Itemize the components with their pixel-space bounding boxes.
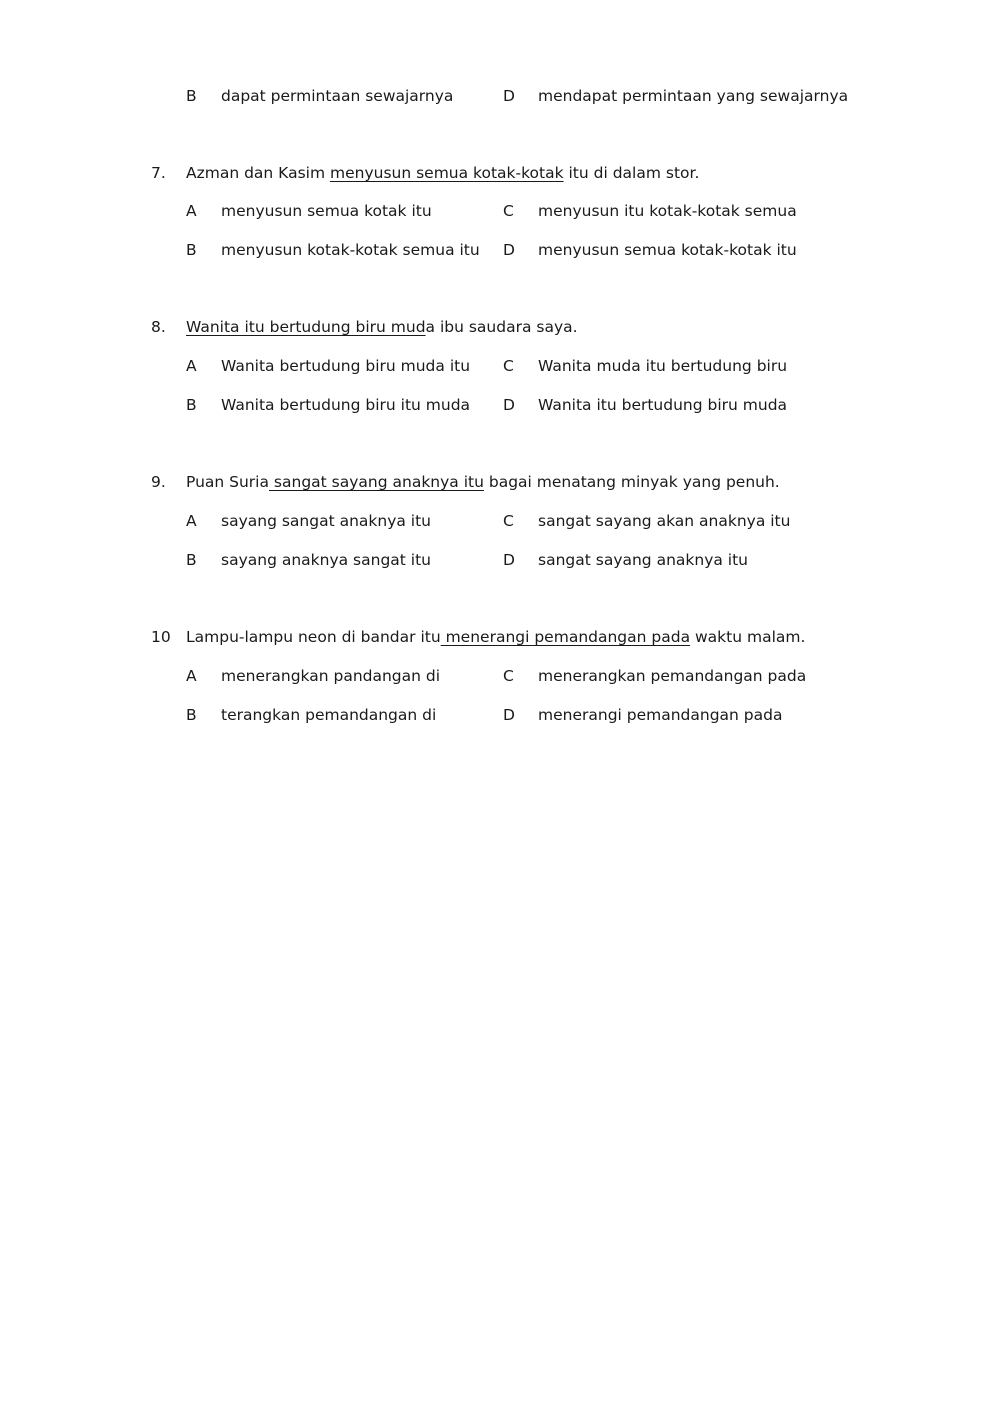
option-letter: B (186, 551, 197, 569)
option-letter: B (186, 396, 197, 414)
option-text: dapat permintaan sewajarnya (221, 87, 454, 105)
option-text: sangat sayang anaknya itu (538, 551, 748, 569)
underlined-phrase: menyusun semua kotak-kotak (329, 164, 564, 182)
option-letter: A (186, 357, 197, 375)
option-text: terangkan pemandangan di (221, 706, 437, 724)
option-letter: C (503, 357, 514, 375)
option-letter: A (186, 512, 197, 530)
underlined-phrase: sangat sayang anaknya itu (269, 473, 484, 491)
question-text: Puan Suria sangat sayang anaknya itu bagai menatang minyak yang penuh. (186, 473, 780, 491)
option-letter: D (503, 241, 515, 259)
option-text: sangat sayang akan anaknya itu (538, 512, 791, 530)
option-letter: A (186, 667, 197, 685)
option-letter: D (503, 396, 515, 414)
question-text: Lampu-lampu neon di bandar itu menerangi pemandangan pada waktu malam. (186, 628, 806, 646)
option-text: menerangi pemandangan pada (538, 706, 783, 724)
underlined-phrase: menerangi pemandangan pada (440, 628, 691, 646)
option-letter: C (503, 512, 514, 530)
option-letter: D (503, 87, 515, 105)
option-letter: B (186, 87, 197, 105)
option-letter: C (503, 202, 514, 220)
option-letter: B (186, 241, 197, 259)
question-number: 8. (151, 318, 166, 336)
option-text: menyusun semua kotak-kotak itu (538, 241, 797, 259)
underlined-phrase: Wanita itu bertudung biru mud (186, 318, 426, 336)
option-text: Wanita bertudung biru itu muda (221, 396, 471, 414)
question-number: 9. (151, 473, 166, 491)
option-letter: D (503, 706, 515, 724)
option-text: menyusun semua kotak itu (221, 202, 432, 220)
option-text: menyusun kotak-kotak semua itu (221, 241, 480, 259)
option-text: Wanita bertudung biru muda itu (221, 357, 471, 375)
question-number: 7. (151, 164, 166, 182)
question-text: Wanita itu bertudung biru muda ibu saudara saya. (186, 318, 578, 336)
question-text: Azman dan Kasim menyusun semua kotak-kotak itu di dalam stor. (186, 164, 700, 182)
option-text: Wanita itu bertudung biru muda (538, 396, 788, 414)
option-text: sayang anaknya sangat itu (221, 551, 431, 569)
option-letter: A (186, 202, 197, 220)
option-text: menerangkan pandangan di (221, 667, 441, 685)
option-text: Wanita muda itu bertudung biru (538, 357, 788, 375)
option-letter: C (503, 667, 514, 685)
option-text: menerangkan pemandangan pada (538, 667, 807, 685)
question-number: 10 (151, 628, 171, 646)
option-text: sayang sangat anaknya itu (221, 512, 431, 530)
option-text: mendapat permintaan yang sewajarnya (538, 87, 849, 105)
option-letter: D (503, 551, 515, 569)
option-text: menyusun itu kotak-kotak semua (538, 202, 797, 220)
option-letter: B (186, 706, 197, 724)
